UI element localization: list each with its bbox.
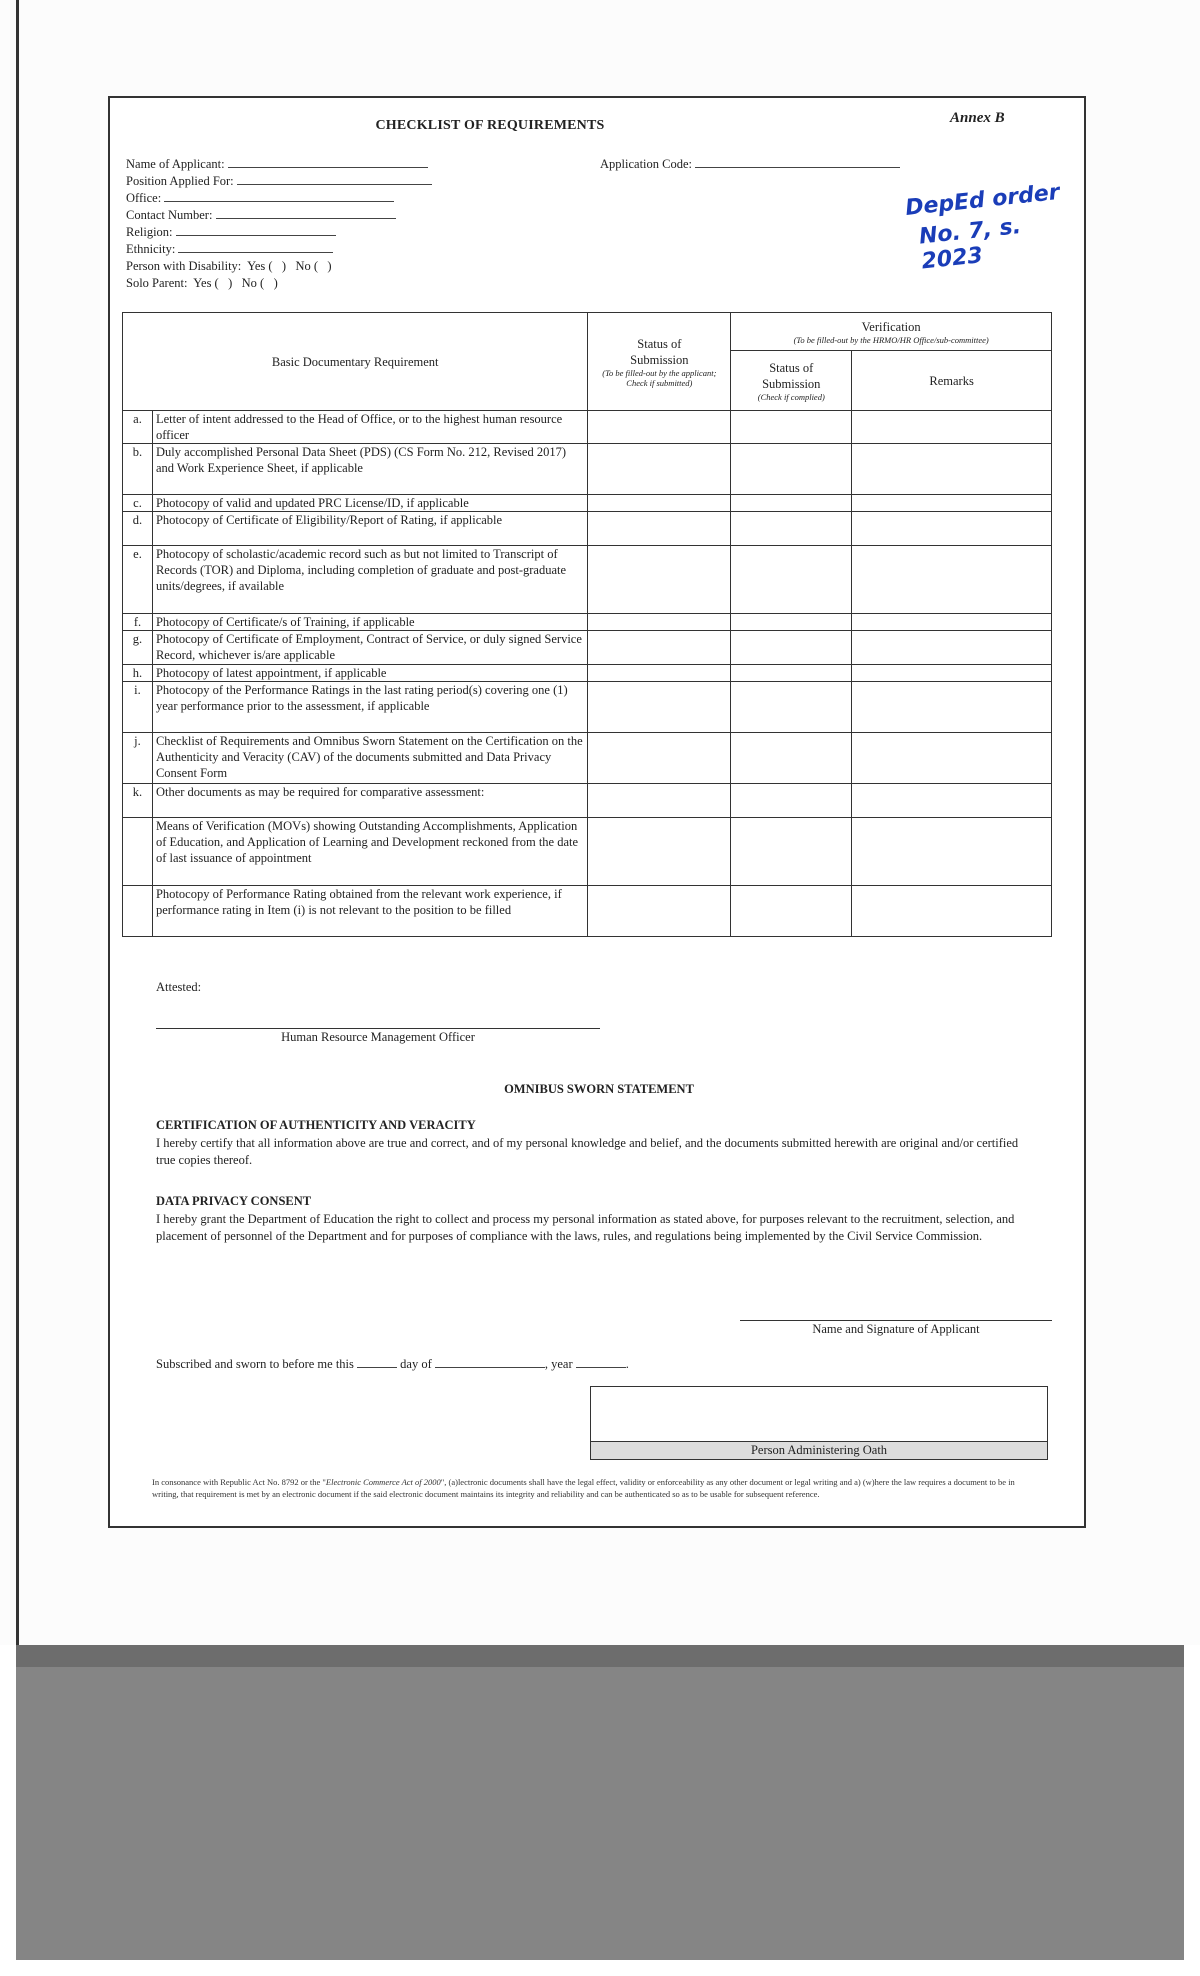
applicant-status-cell[interactable] [588,495,731,512]
col-status-header [588,313,731,411]
name-label: Name of Applicant: [126,157,225,171]
remarks-cell[interactable] [852,886,1052,937]
table-row [123,682,1052,733]
contact-field-row [126,207,432,224]
applicant-status-cell[interactable] [588,411,731,444]
pwd-field[interactable]: Person with Disability: Yes ( ) No ( ) [126,259,332,273]
applicant-status-cell[interactable] [588,682,731,733]
scan-edge-line [16,0,19,1645]
table-row [123,886,1052,937]
verif-status-cell[interactable] [731,665,852,682]
applicant-status-cell[interactable] [588,784,731,818]
sworn-month-blank[interactable] [435,1356,545,1368]
row-text: Photocopy of Performance Rating obtained from the relevant work experience, if performance rating in Item (i) is not relevant to the position to be filled [152,886,587,937]
footnote-act-name: Electronic Commerce Act of 2000 [325,1477,441,1487]
applicant-status-cell[interactable] [588,444,731,495]
solo-parent-field[interactable]: Solo Parent: Yes ( ) No ( ) [126,276,278,290]
row-letter: b. [123,444,153,495]
cav-text: I hereby certify that all information above are true and correct, and of my personal knowledge and belief, and the documents submitted herewith are original and/or certified true copies thereof. [156,1136,1019,1167]
table-row [123,411,1052,444]
applicant-status-cell[interactable] [588,665,731,682]
table-row [123,495,1052,512]
remarks-cell[interactable] [852,665,1052,682]
remarks-cell[interactable] [852,411,1052,444]
sworn-day-blank[interactable] [357,1356,397,1368]
row-text: Duly accomplished Personal Data Sheet (PDS) (CS Form No. 212, Revised 2017) and Work Experience Sheet, if applicable [152,444,587,495]
table-row [123,784,1052,818]
verif-status-cell[interactable] [731,495,852,512]
hrmo-label: Human Resource Management Officer [281,1030,475,1044]
name-field-row [126,156,432,173]
row-letter [123,818,153,886]
table-row [123,444,1052,495]
application-code-field [600,156,900,173]
col-verification-header [731,313,1052,351]
table-row [123,512,1052,546]
applicant-signature-line[interactable] [740,1320,1052,1321]
footnote [152,1476,1042,1500]
row-text: Photocopy of Certificate of Employment, Contract of Service, or duly signed Service Record, whichever is/are applicable [152,631,587,665]
remarks-cell[interactable] [852,495,1052,512]
religion-line[interactable] [176,224,336,236]
verif-status-cell[interactable] [731,411,852,444]
row-letter: c. [123,495,153,512]
application-code-label: Application Code: [600,157,692,171]
checklist-form [108,96,1086,1528]
office-label: Office: [126,191,162,205]
applicant-status-cell[interactable] [588,614,731,631]
cav-heading: CERTIFICATION OF AUTHENTICITY AND VERACITY [156,1118,476,1132]
remarks-cell[interactable] [852,784,1052,818]
verif-status-cell[interactable] [731,546,852,614]
remarks-cell[interactable] [852,444,1052,495]
table-row [123,614,1052,631]
scan-gray-band [16,1645,1184,1960]
oath-label: Person Administering Oath [591,1441,1047,1459]
annex-label: Annex B [950,110,1005,126]
applicant-status-cell[interactable] [588,512,731,546]
row-letter: a. [123,411,153,444]
remarks-cell[interactable] [852,512,1052,546]
col-remarks-header: Remarks [852,351,1052,411]
row-text: Other documents as may be required for comparative assessment: [152,784,587,818]
applicant-signature-label: Name and Signature of Applicant [812,1322,980,1336]
col-verification-label: Verification [861,319,921,334]
row-text: Photocopy of valid and updated PRC License/ID, if applicable [152,495,587,512]
row-text: Photocopy of Certificate of Eligibility/Report of Rating, if applicable [152,512,587,546]
sworn-text-d: . [625,1357,629,1371]
row-letter: e. [123,546,153,614]
hrmo-signature-line[interactable] [156,1028,600,1029]
ethnicity-label: Ethnicity: [126,242,176,256]
privacy-text: I hereby grant the Department of Education the right to collect and process my personal information as stated above, for purposes relevant to the recruitment, selection, and placement of personnel of the Department and for purposes of compliance with the laws, rules, and regulations being implemented by the Civil Service Commission. [156,1212,1015,1243]
verif-status-cell[interactable] [731,444,852,495]
name-line[interactable] [228,156,428,168]
table-row [123,818,1052,886]
applicant-status-cell[interactable] [588,546,731,614]
requirements-table [122,312,1052,937]
row-text: Photocopy of scholastic/academic record such as but not limited to Transcript of Records (TOR) and Diploma, including completion of graduate and post-graduate units/degrees, if available [152,546,587,614]
omnibus-title: OMNIBUS SWORN STATEMENT [504,1082,694,1096]
position-label: Position Applied For: [126,174,234,188]
religion-label: Religion: [126,225,173,239]
position-line[interactable] [237,173,432,185]
office-field-row [126,190,432,207]
verif-status-cell[interactable] [731,631,852,665]
form-title: CHECKLIST OF REQUIREMENTS [375,118,605,133]
attested-label: Attested: [156,980,202,994]
verif-status-cell[interactable] [731,818,852,886]
sworn-text-c: , year [544,1357,573,1371]
applicant-status-cell[interactable] [588,631,731,665]
remarks-cell[interactable] [852,682,1052,733]
ethnicity-field-row [126,241,432,258]
row-text: Photocopy of Certificate/s of Training, if applicable [152,614,587,631]
row-letter: f. [123,614,153,631]
remarks-cell[interactable] [852,631,1052,665]
sworn-text-a: Subscribed and sworn to before me this [156,1357,354,1371]
footnote-text-a: In consonance with Republic Act No. 8792 or the " [152,1477,326,1487]
row-letter: h. [123,665,153,682]
remarks-cell[interactable] [852,546,1052,614]
application-code-line[interactable] [695,156,900,168]
sworn-statement-line [156,1356,629,1372]
verif-status-cell[interactable] [731,512,852,546]
position-field-row [126,173,432,190]
privacy-heading: DATA PRIVACY CONSENT [156,1194,312,1208]
col-verif-status-label: Status of Submission [762,360,821,391]
remarks-cell[interactable] [852,818,1052,886]
applicant-status-cell[interactable] [588,733,731,784]
col-verif-status-note: (Check if complied) [757,391,825,402]
table-row [123,665,1052,682]
col-requirement-header: Basic Documentary Requirement [123,313,588,411]
oath-box[interactable] [590,1386,1048,1460]
contact-line[interactable] [216,207,396,219]
office-line[interactable] [164,190,394,202]
row-text: Means of Verification (MOVs) showing Outstanding Accomplishments, Application of Education, and Application of Learning and Development reckoned from the date of last issuance of appointment [152,818,587,886]
applicant-fields [126,156,432,292]
contact-label: Contact Number: [126,208,213,222]
row-letter: i. [123,682,153,733]
applicant-status-cell[interactable] [588,886,731,937]
applicant-status-cell[interactable] [588,818,731,886]
row-text: Checklist of Requirements and Omnibus Sworn Statement on the Certification on the Authenticity and Veracity (CAV) of the documents submitted and Data Privacy Consent Form [152,733,587,784]
verif-status-cell[interactable] [731,784,852,818]
row-letter: k. [123,784,153,818]
ethnicity-line[interactable] [178,241,333,253]
row-letter: d. [123,512,153,546]
table-row [123,631,1052,665]
row-text: Photocopy of the Performance Ratings in the last rating period(s) covering one (1) year performance prior to the assessment, if applicable [152,682,587,733]
col-status-label: Status of Submission [630,336,689,367]
verif-status-cell[interactable] [731,733,852,784]
handwritten-note-line1: DepEd order [904,179,1061,222]
row-letter [123,886,153,937]
col-verif-status-header [731,351,852,411]
col-verification-note: (To be filled-out by the HRMO/HR Office/sub-committee) [793,334,989,345]
scan-dark-strip [16,1645,1184,1667]
verif-status-cell[interactable] [731,614,852,631]
remarks-cell[interactable] [852,733,1052,784]
row-text: Letter of intent addressed to the Head of Office, or to the highest human resource officer [152,411,587,444]
table-row [123,733,1052,784]
footnote-text-b: ", (a)lectronic documents shall have the legal effect, validity or enforceability as any other document or legal writing and a) (w)here the law requires a document to be in writing, that requirement is met by an electronic document if the said electronic document maintains its integrity and reliability and can be authenticated so as to be usable for subsequent reference. [152,1477,1015,1499]
table-row [123,546,1052,614]
col-status-note: (To be filled-out by the applicant; Check if submitted) [602,367,717,388]
religion-field-row [126,224,432,241]
row-letter: g. [123,631,153,665]
verif-status-cell[interactable] [731,886,852,937]
sworn-text-b: day of [400,1357,432,1371]
remarks-cell[interactable] [852,614,1052,631]
row-text: Photocopy of latest appointment, if applicable [152,665,587,682]
row-letter: j. [123,733,153,784]
sworn-year-blank[interactable] [576,1356,626,1368]
handwritten-note-line2: No. 7, s. 2023 [917,214,1023,275]
verif-status-cell[interactable] [731,682,852,733]
